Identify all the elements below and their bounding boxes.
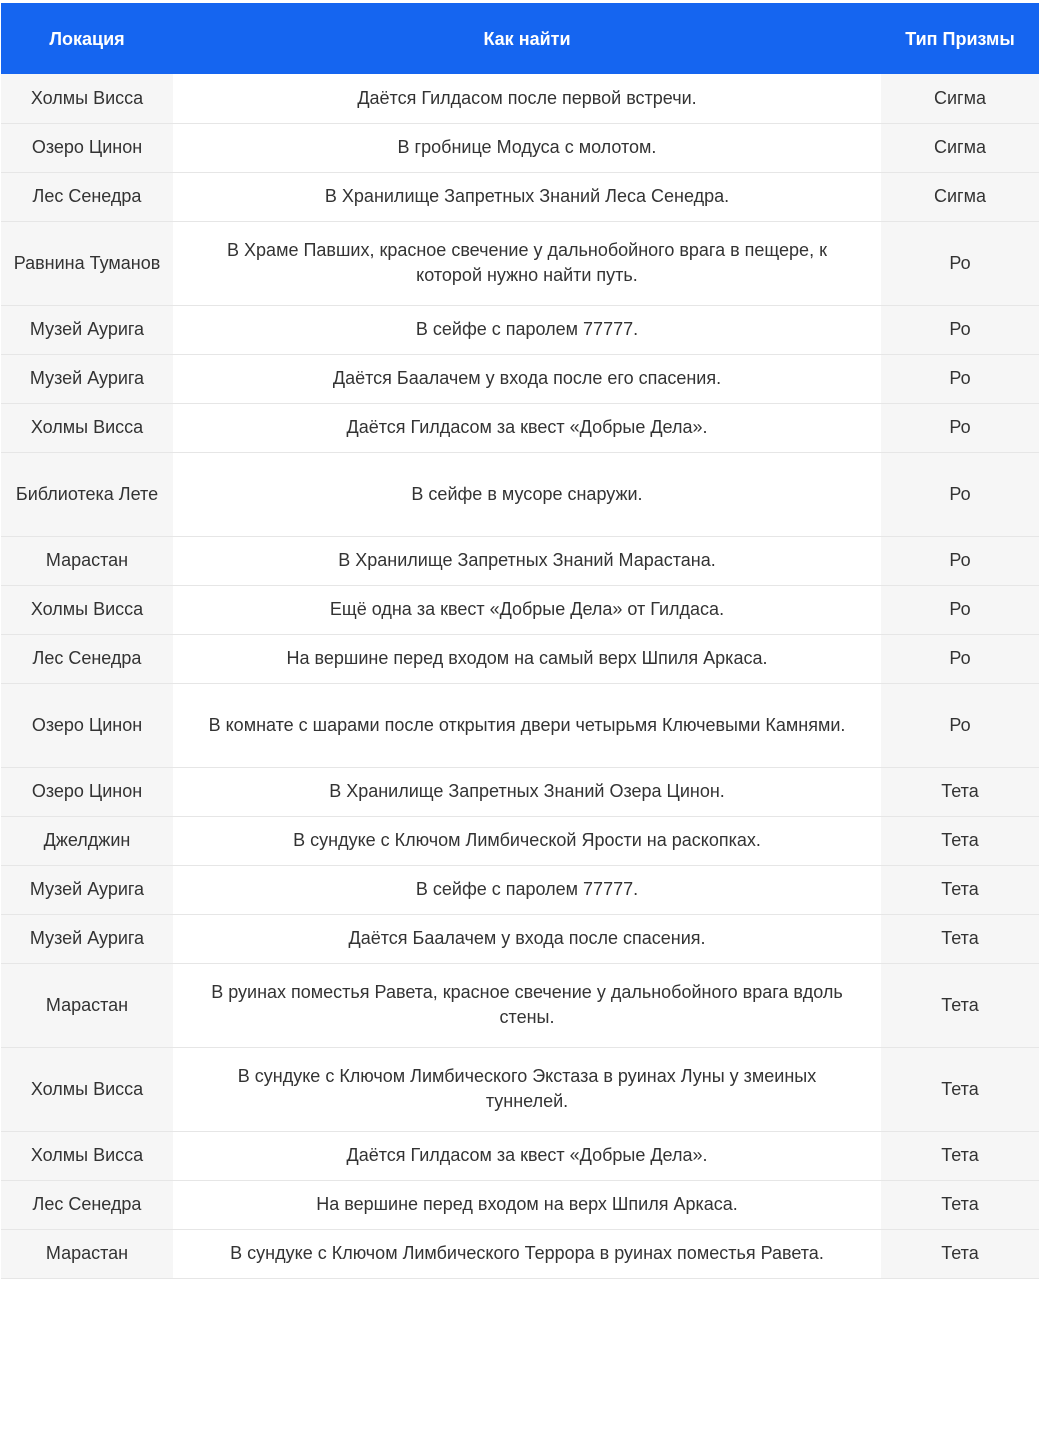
cell-prism-type: Тета: [881, 767, 1039, 816]
cell-location: Лес Сенедра: [1, 634, 173, 683]
cell-location: Джелджин: [1, 816, 173, 865]
cell-how-to-find: В сейфе с паролем 77777.: [173, 865, 881, 914]
cell-location: Марастан: [1, 963, 173, 1047]
cell-how-to-find: Даётся Гилдасом за квест «Добрые Дела».: [173, 403, 881, 452]
table-row: [1, 123, 1039, 172]
cell-how-to-find: Ещё одна за квест «Добрые Дела» от Гилдаса.: [173, 585, 881, 634]
table-row: [1, 914, 1039, 963]
cell-location: Холмы Висса: [1, 1047, 173, 1131]
cell-location: Музей Аурига: [1, 354, 173, 403]
cell-how-to-find: В гробнице Модуса с молотом.: [173, 123, 881, 172]
cell-how-to-find: В сундуке с Ключом Лимбической Ярости на раскопках.: [173, 816, 881, 865]
cell-location: Озеро Цинон: [1, 683, 173, 767]
cell-how-to-find: В сейфе с паролем 77777.: [173, 305, 881, 354]
header-prism-type: Тип Призмы: [881, 3, 1039, 74]
cell-location: Марастан: [1, 1229, 173, 1278]
cell-location: Холмы Висса: [1, 1131, 173, 1180]
cell-how-to-find: Даётся Баалачем у входа после спасения.: [173, 914, 881, 963]
cell-how-to-find: Даётся Гилдасом за квест «Добрые Дела».: [173, 1131, 881, 1180]
cell-prism-type: Тета: [881, 1131, 1039, 1180]
table-row: [1, 683, 1039, 767]
table-row: [1, 221, 1039, 305]
cell-prism-type: Тета: [881, 816, 1039, 865]
table-row: [1, 816, 1039, 865]
cell-how-to-find: В Хранилище Запретных Знаний Марастана.: [173, 536, 881, 585]
header-row: [1, 3, 1039, 74]
table-row: [1, 1229, 1039, 1278]
header-location: Локация: [1, 3, 173, 74]
table-row: [1, 585, 1039, 634]
cell-location: Озеро Цинон: [1, 767, 173, 816]
cell-location: Озеро Цинон: [1, 123, 173, 172]
table-row: [1, 354, 1039, 403]
cell-prism-type: Ро: [881, 354, 1039, 403]
cell-how-to-find: В сундуке с Ключом Лимбического Террора в руинах поместья Равета.: [173, 1229, 881, 1278]
cell-prism-type: Тета: [881, 1229, 1039, 1278]
table-row: [1, 452, 1039, 536]
cell-prism-type: Тета: [881, 1180, 1039, 1229]
table-row: [1, 963, 1039, 1047]
prism-locations-table: [1, 3, 1039, 1279]
table-header: [1, 3, 1039, 74]
cell-prism-type: Тета: [881, 865, 1039, 914]
cell-location: Музей Аурига: [1, 914, 173, 963]
cell-prism-type: Сигма: [881, 123, 1039, 172]
cell-prism-type: Ро: [881, 683, 1039, 767]
cell-prism-type: Сигма: [881, 74, 1039, 123]
cell-prism-type: Тета: [881, 1047, 1039, 1131]
cell-how-to-find: В Хранилище Запретных Знаний Озера Цинон.: [173, 767, 881, 816]
cell-how-to-find: На вершине перед входом на верх Шпиля Аркаса.: [173, 1180, 881, 1229]
cell-how-to-find: В сейфе в мусоре снаружи.: [173, 452, 881, 536]
table-row: [1, 634, 1039, 683]
table-row: [1, 1131, 1039, 1180]
cell-how-to-find: На вершине перед входом на самый верх Шпиля Аркаса.: [173, 634, 881, 683]
cell-how-to-find: Даётся Баалачем у входа после его спасения.: [173, 354, 881, 403]
cell-prism-type: Тета: [881, 914, 1039, 963]
cell-prism-type: Ро: [881, 634, 1039, 683]
cell-prism-type: Ро: [881, 403, 1039, 452]
cell-how-to-find: Даётся Гилдасом после первой встречи.: [173, 74, 881, 123]
cell-location: Холмы Висса: [1, 403, 173, 452]
table-row: [1, 74, 1039, 123]
cell-how-to-find: В сундуке с Ключом Лимбического Экстаза в руинах Луны у змеиных туннелей.: [173, 1047, 881, 1131]
cell-location: Лес Сенедра: [1, 1180, 173, 1229]
cell-prism-type: Сигма: [881, 172, 1039, 221]
table-row: [1, 1047, 1039, 1131]
table-row: [1, 865, 1039, 914]
cell-how-to-find: В комнате с шарами после открытия двери четырьмя Ключевыми Камнями.: [173, 683, 881, 767]
cell-location: Марастан: [1, 536, 173, 585]
cell-location: Лес Сенедра: [1, 172, 173, 221]
cell-how-to-find: В руинах поместья Равета, красное свечение у дальнобойного врага вдоль стены.: [173, 963, 881, 1047]
prism-locations-table-container: [1, 3, 1039, 1279]
cell-prism-type: Тета: [881, 963, 1039, 1047]
table-row: [1, 536, 1039, 585]
cell-prism-type: Ро: [881, 305, 1039, 354]
cell-location: Холмы Висса: [1, 585, 173, 634]
table-row: [1, 767, 1039, 816]
cell-how-to-find: В Хранилище Запретных Знаний Леса Сенедра.: [173, 172, 881, 221]
cell-how-to-find: В Храме Павших, красное свечение у дальнобойного врага в пещере, к которой нужно найти путь.: [173, 221, 881, 305]
cell-location: Равнина Туманов: [1, 221, 173, 305]
cell-prism-type: Ро: [881, 452, 1039, 536]
header-how-to-find: Как найти: [173, 3, 881, 74]
cell-prism-type: Ро: [881, 536, 1039, 585]
table-row: [1, 403, 1039, 452]
cell-location: Музей Аурига: [1, 305, 173, 354]
table-row: [1, 1180, 1039, 1229]
cell-prism-type: Ро: [881, 221, 1039, 305]
cell-location: Холмы Висса: [1, 74, 173, 123]
table-row: [1, 172, 1039, 221]
cell-location: Музей Аурига: [1, 865, 173, 914]
cell-location: Библиотека Лете: [1, 452, 173, 536]
cell-prism-type: Ро: [881, 585, 1039, 634]
table-row: [1, 305, 1039, 354]
table-body: [1, 74, 1039, 1278]
